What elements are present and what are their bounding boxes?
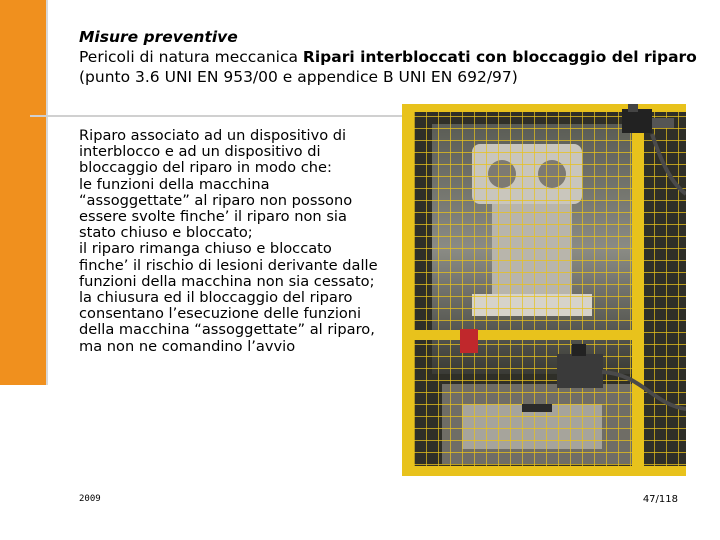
- paragraph-2: il riparo rimanga chiuso e bloccato finche’ il rischio di lesioni derivante dalle funzioni della macchina non sia cessato;: [79, 240, 378, 290]
- slide-title: Misure preventive: [79, 28, 238, 46]
- subtitle-prefix: Pericoli di natura meccanica: [79, 48, 303, 66]
- side-accent-bar: [0, 0, 46, 385]
- footer-year: 2009: [79, 494, 101, 504]
- paragraph-1: le funzioni della macchina “assoggettate” al riparo non possono essere svolte finche’ il riparo non sia stato chiuso e bloccato;: [79, 175, 353, 242]
- subtitle-bold: Ripari interbloccati con bloccaggio del riparo: [302, 48, 697, 66]
- paragraph-intro: Riparo associato ad un dispositivo di interblocco e ad un dispositivo di bloccaggio del riparo in modo che:: [79, 127, 347, 177]
- slide-header: [79, 27, 709, 87]
- body-text: [79, 128, 379, 355]
- header-divider: [30, 115, 430, 117]
- machine-guard-photo: [402, 104, 686, 476]
- paragraph-3: la chiusura ed il bloccaggio del riparo consentano l’esecuzione delle funzioni della macchina “assoggettate” al riparo, ma non ne comandino l’avvio: [79, 289, 375, 355]
- machine-guard-illustration: [402, 104, 686, 476]
- side-bar-divider: [46, 0, 48, 385]
- subtitle-suffix: (punto 3.6 UNI EN 953/00 e appendice B UNI EN 692/97): [79, 68, 518, 86]
- page-number: 47/118: [642, 494, 678, 505]
- slide-subtitle: [79, 47, 709, 87]
